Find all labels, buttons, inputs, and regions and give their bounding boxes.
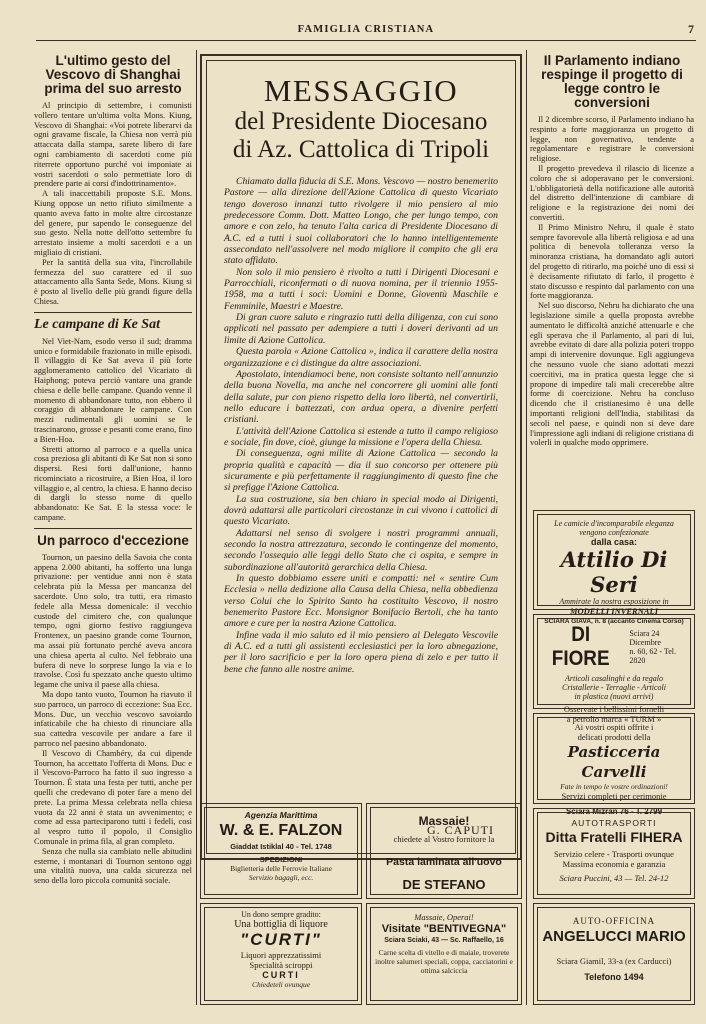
ad-de-stefano (366, 803, 522, 899)
ad-text: AUTOTRASPORTI (571, 818, 657, 828)
ad-text: Fate in tempo le vostre ordinazioni! (560, 782, 668, 791)
ad-text: Servizio bagagli, ecc. (248, 873, 314, 882)
ad-text: in plastica (nuovi arrivi) (574, 692, 654, 701)
column-rule (526, 50, 527, 1005)
ad-brand: DI FIORE (551, 623, 610, 670)
article-paragraph: Tournon, un paesino della Savoia che conta appena 2.000 abitanti, ha sofferto una lunga privazione: per ventidue anni non è stata celebrata più la Messa per mancanza del sacerdote. Uno solo, tra tutti, era rimasto fedele alla Messa domenicale: il vecchio custode del cimitero che, con qualunque tempo, ogni giorno festivo raggiungeva Frontenex, un paesino grande come Tournon, ma assai più fortunato perché aveva ancora una chiesa aperta al culto. Nel febbraio una bufera di neve lo sorprese lungo la via e lo travolse. Così fu spezzato anche questo ultimo legame che univa il paese alla chiesa. (34, 552, 192, 690)
ad-text: Pasta laminata all'uovo (386, 856, 502, 868)
message-box (200, 54, 522, 860)
ad-fratelli-fihera (533, 808, 695, 899)
article-paragraph: Il Primo Ministro Nehru, il quale è stato sempre favorevole alla libertà religiosa e ad una politica di benevola tolleranza verso la minoranza cristiana, ha domandato agli autori del progetto di ritirarlo, ma poiché uno di essi si è decisamente rifiutato di farlo, il progetto è stato discusso e respinto dal parlamento con una forte maggioranza. (530, 222, 694, 301)
ad-text: SPEDIZIONI (259, 855, 303, 864)
divider (34, 528, 192, 529)
ad-text: Osservate i bellissimi fornelli (563, 704, 665, 714)
ad-pasticceria-carvelli (533, 713, 695, 816)
article-paragraph: Ma dopo tanto vuoto, Tournon ha riavuto il suo parroco, un parroco di eccezione: Sua Ecc. Mons. Duc, un vecchio vescovo savoiardo infaticabile che ha chiesto di rinunciare alla sua cattedra vescovile per andare a fare il parroco nel paesino abbandonato. (34, 690, 192, 749)
message-paragraph: Di gran cuore saluto e ringrazio tutti della diligenza, con cui sono applicati nel passato per adempiere a tutti i doveri derivanti ad un limite di Azione Cattolica. (224, 312, 498, 346)
right-column (530, 50, 694, 505)
ad-address: SCIARA GIAVA, n. 8 (accanto Cinema Corso) (544, 618, 684, 625)
ad-brand: "CURTI" (240, 930, 322, 949)
article-paragraph: Senza che nulla sia cambiato nelle abitudini esterne, i montanari di Tournon sentono oggi una vitalità nuova, una calda sicurezza nel seno della loro piccola comunità sociale. (34, 846, 192, 886)
ad-text: AUTO-OFFICINA (572, 916, 656, 926)
message-paragraph: In questo dobbiamo essere uniti e compatti: nel « sentire Cum Ecclesia » nella dedizione alla Causa della Chiesa, nella obbedienza verso Colui che lo Spirito Santo ha costituito Vescovo, il nostro benemerito Pastore Ecc. Monsignor Bonifacio Bertoli, che ha tanto amore e cure per la nostra Azione Cattolica. (224, 573, 498, 630)
ad-text: Massima economia e garanzia (562, 859, 666, 869)
ad-di-fiore (533, 614, 695, 724)
ad-curti (200, 903, 362, 1005)
ad-text: Agenzia Marittima (244, 810, 318, 820)
article-paragraph: Al principio di settembre, i comunisti vollero tentare un'ultima volta Mons. Kiung, Vescovo di Shanghai: «Voi potrete liberarvi da ogni gravame fiscale, la Chiesa non verrà più attaccata dalla stampa, sarete libero di fare ogni cambiamento di sacerdoti come più riterrete opportuno purché voi imponiate ai vostri sacerdoti o solo permettiate loro di prendere parte ai corsi d'indottrinamento». (34, 101, 192, 189)
message-paragraph: Apostolato, intendiamoci bene, non consiste soltanto nell'annunzio della buona Novella, ma anche nel concorrere gli uomini alle fonti della salute, pur con pieno rispetto della loro libertà, nel convertirli, nello educare i battezzati, con ardua opera, a divenire perfetti cristiani. (224, 368, 498, 426)
ad-text: Liquori apprezzatissimi (240, 950, 322, 960)
article-title-ke-sat: Le campane di Ke Sat (34, 316, 160, 332)
ad-text: Massaie! (418, 814, 470, 828)
message-paragraph: Questa parola « Azione Cattolica », indica il carattere della nostra organizzazione e ci distingue da altre associazioni. (224, 346, 498, 369)
article-title-parroco: Un parroco d'eccezione (37, 532, 189, 548)
left-column (34, 50, 192, 1005)
ad-brand: W. & E. FALZON (219, 822, 343, 839)
message-paragraph: Chiamato dalla fiducia di S.E. Mons. Vescovo — nostro benemerito Pastore — alla direzione dell'Azione Cattolica di questo Vicariato tengo doveroso innanzi tutto rivolgere il mio pensiero al mio predecessore Comm. Dott. Matteo Longo, che per lungo tempo, con amore e con zelo, ha tenuto l'alta carica di Presidente Diocesano di A.C. ed a tutti i suoi collaboratori che lo hanno intelligentemente assecondato nell'assolvere nel modo migliore il compito che gli era stato affidato. (224, 176, 498, 267)
ad-brand: Pasticceria Carvelli (567, 743, 661, 781)
ad-address: Sciara Giamil, 33-a (ex Carducci) (556, 956, 672, 966)
page-header (36, 21, 696, 41)
message-paragraph: Infine vada il mio saluto ed il mio pensiero al Delegato Vescovile di A.C. ed a tutti gli assistenti ecclesiastici per la loro abnegazione, per il loro sacrificio e per la loro opera piena di zelo e per tutto il bene che fanno alle nostre anime. (224, 629, 498, 675)
ad-address: n. 60, 62 - Tel. 2820 (629, 647, 676, 665)
ad-attilio-di-seri (533, 510, 695, 625)
ad-text: Carne scelta di vitello e di maiale, troverete inoltre salumeri speciali, coppa, cacciatorini e ottima salciccia (375, 948, 513, 975)
article-paragraph: Stretti attorno al parroco e a quella unica cosa preziosa gli abitanti di Ke Sat non si sono dispersi. Resi forti dall'unione, hanno ricominciato a ricostruire, a Bien Hoa, il loro villaggio e, al centro, la chiesa. E hanno deciso di dargli lo stesso nome di quello abbandonato: Ke Sat. E la stessa voce: le campane. (34, 444, 192, 523)
ad-text: CURTI (262, 970, 300, 980)
ad-text: Articoli casalinghi e da regalo (565, 674, 663, 683)
article-title-india: Il Parlamento indiano respinge il progetto di legge contro le conversioni (541, 53, 683, 110)
article-paragraph: Nel Viet-Nam, esodo verso il sud; dramma unico e formidabile frazionato in mille episodi. Il villaggio di Ke Sat aveva il più forte agglomeramento cattolico del Vicariato di Haiphong; poteva perciò vantare una grande chiesa e delle belle campane. Quando venne il momento di abbandonare tutto, non ebbero il coraggio di abbandonare le campane. Con mezzi rudimentali gli uomini se le trascinarono, grosse e pesanti come erano, fino a Bien-Hoa. (34, 336, 192, 444)
ad-text: Chiedeteli ovunque (251, 980, 311, 989)
ad-text: Biglietteria delle Ferrovie Italiane (230, 864, 332, 873)
ad-brand: Visitate "BENTIVEGNA" (381, 923, 507, 935)
message-title (202, 74, 520, 164)
article-paragraph: Il 2 dicembre scorso, il Parlamento indiano ha respinto a forte maggioranza un progetto di legge, non governativo, tendente a regolamentare e registrare le conversioni religiose. (530, 115, 694, 164)
ad-address: Sciara Mizran 76 - T. 2799 (565, 807, 663, 816)
ad-text: Una bottiglia di liquore (234, 919, 328, 930)
article-paragraph: Per la santità della sua vita, l'incrollabile fermezza del suo carattere ed il suo attaccamento alla Santa Sede, Mons. Kiung si è posto al livello delle più grandi figure della Chiesa. (34, 257, 192, 306)
ad-brand: Attilio Di Seri (560, 547, 668, 597)
ad-text: Servizi completi per cerimonie (561, 791, 667, 801)
newspaper-title: FAMIGLIA CRISTIANA (297, 24, 435, 35)
message-paragraph: L'attività dell'Azione Cattolica si estende a tutto il campo religioso e sociale, fin dove, cioè, giunge la missione e l'opera della Chiesa. (224, 425, 498, 448)
message-paragraph: Di conseguenza, ogni milite di Azione Cattolica — secondo la propria qualità e capacità — dia il suo concorso per ottenere più sicuramente e più perfettamente il raggiungimento di questo fine che si prefigge l'Azione Cattolica. (224, 448, 498, 494)
ad-bentivegna (366, 903, 522, 1005)
message-title-line: del Presidente Diocesano (234, 108, 488, 135)
message-body (224, 176, 498, 675)
ad-text: Un dono sempre gradito: (241, 910, 321, 919)
message-paragraph: La sua costruzione, sia ben chiaro in special modo ai Dirigenti, dovrà adattarsi alle particolari circostanze in cui vivono i cattolici di questo Vicariato. (224, 493, 498, 528)
message-paragraph: Non solo il mio pensiero è rivolto a tutti i Dirigenti Diocesani e Parrocchiali, riconfermati o di nuova nomina, per il triennio 1955-1958, ma a tutti i soci: Uomini e Donne, Gioventù Maschile e Femminile, Maestri e Maestre. (224, 266, 498, 312)
ad-text: delicati prodotti della (577, 732, 651, 742)
ad-text: chiedete al Vostro fornitore la (393, 834, 495, 844)
article-paragraph: Nel suo discorso, Nehru ha dichiarato che una legislazione simile a quella proposta avrebbe aumentato le difficoltà anziché attenuarle e che egli sperava che il Parlamento, al pari di lui, avrebbe evitato di dare alla polizia poteri troppo ampi di intervenire dovunque. Egli aggiungeva che nessuno vuole che siano adottati mezzi coercitivi, ma in pratica questa legge che si propone di impedire tali mali crecerebbe altre forme di coercizione. Nehru ha concluso dicendo che il cristianesimo è una delle importanti religioni dell'India, stabilitasi da secoli nel paese, e quindi non si deve dare l'impressione agli indiani di religione cristiana di volerli in qualche modo opprimere. (530, 301, 694, 448)
column-rule (196, 50, 197, 1005)
ad-address: Sciara 24 Dicembre (629, 629, 661, 647)
ad-text: Telefono 1494 (584, 972, 644, 982)
ad-text: Ammirate la nostra esposizione in (559, 597, 669, 606)
ad-falzon (200, 803, 362, 899)
ad-brand: DE STEFANO (402, 877, 486, 892)
article-paragraph: Il Vescovo di Chambéry, da cui dipende Tournon, ha accettato l'offerta di Mons. Duc e il Vescovo-Parroco ha fatto il suo ingresso a Tournon. È stata una festa per tutti, anche per quelli che credevano di poter fare a meno del prete. La prima Messa celebrata nella chiesa vuota da 22 anni è stata un avvenimento; e come ad essa parteciparono tutti i fedeli, così al vespro tutto il popolo, il Consiglio Comunale in prima fila, al gran completo. (34, 748, 192, 846)
ad-text: Specialità sciroppi (249, 960, 313, 970)
ad-text: Cristallerie - Terraglie - Articoli (561, 683, 666, 692)
message-title-line: di Az. Cattolica di Tripoli (232, 136, 490, 163)
ad-text: Massaie, Operai! (414, 912, 474, 922)
ad-text: a petrolio marca « TURM » (566, 714, 662, 724)
ad-text: Le camicie d'incomparabile eleganza (554, 519, 674, 528)
message-paragraph: Adattarsi nel senso di svolgere i nostri programmi annuali, secondo la nostra attrezzatura, secondo le contingenze del momento, secondo l'ossequio alle leggi dello Stato che ci ospita, e sempre in subordinazione all'autorità gerarchica della Chiesa. (224, 527, 498, 573)
divider (34, 312, 192, 313)
article-title-shanghai: L'ultimo gesto del Vescovo di Shanghai prima del suo arresto (44, 53, 182, 96)
ad-angelucci-mario (533, 903, 695, 1005)
ad-address: Giaddat Istiklal 40 - Tel. 1748 (230, 842, 332, 851)
ad-brand: Ditta Fratelli FIHERA (545, 829, 683, 845)
ad-address: Sciara Puccini, 43 — Tel. 24-12 (559, 873, 669, 883)
article-paragraph: A tali inaccettabili proposte S.E. Mons. Kiung oppose un netto rifiuto similmente a quanto aveva fatto in molte altre circostanze del genere, pur sapendo le conseguenze del suo gesto. Nella notte dell'otto settembre fu arrestato insieme a molti sacerdoti e a un migliaio di cristiani. (34, 189, 192, 257)
ad-text: dalla casa: (590, 537, 638, 547)
ad-address: Sciara Sciaki, 43 — Sc. Raffaello, 16 (384, 937, 504, 944)
ad-brand: ANGELUCCI MARIO (542, 928, 686, 945)
ad-text: Servizio celere - Trasporti ovunque (554, 849, 674, 859)
page-number: 7 (688, 22, 694, 36)
message-signature: G. CAPUTI (426, 823, 494, 837)
ad-text: Ai vostri ospiti offrite i (574, 722, 654, 732)
ad-text: MODELLI INVERNALI (569, 606, 659, 616)
article-paragraph: Il progetto prevedeva il rilascio di licenze a coloro che si adoperavano per le conversioni. L'obbligatorietà della notificazione alle autorità del distretto dell'intenzione di cambiare di religione e la registrazione dei nomi dei convertiti. (530, 163, 694, 222)
message-title-line: MESSAGGIO (263, 73, 459, 108)
ad-text: vengono confezionate (579, 528, 649, 537)
